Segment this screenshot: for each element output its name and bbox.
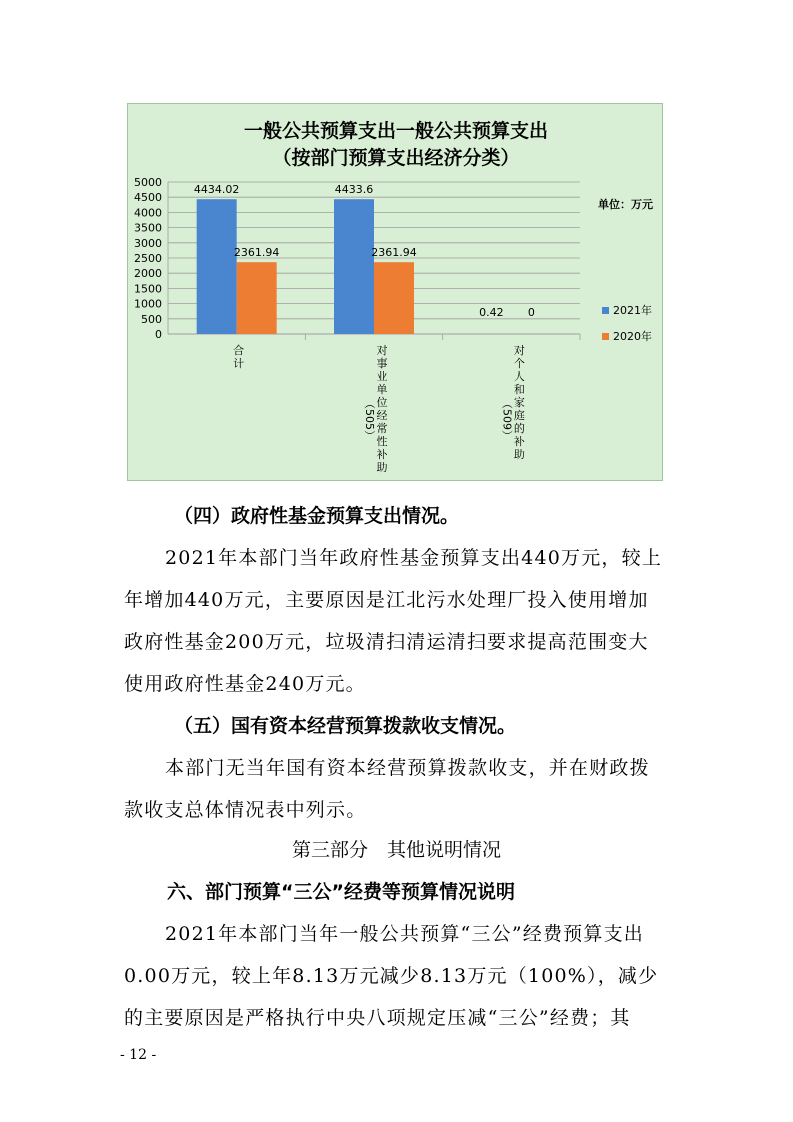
legend-swatch: [602, 307, 609, 314]
unit-label: 单位：万元: [598, 198, 653, 211]
category-label-char: 的: [513, 422, 525, 435]
bar-2020: [374, 262, 414, 334]
paragraph-5-line-1: 本部门无当年国有资本经营预算拨款收支，并在财政拨: [165, 757, 650, 779]
category-label-char: 经: [376, 409, 388, 422]
section-heading-4: （四）政府性基金预算支出情况。: [174, 505, 460, 527]
paragraph-4-line-3: 政府性基金200万元，垃圾清扫清运清扫要求提高范围变大: [124, 631, 649, 653]
category-label-char: 事: [376, 357, 388, 370]
category-label-char: 合: [233, 344, 245, 357]
y-tick-label: 500: [141, 312, 162, 326]
category-code-label: （509）: [500, 398, 514, 441]
data-label: 4434.02: [193, 183, 240, 197]
paragraph-5-line-2: 款收支总体情况表中列示。: [124, 799, 367, 821]
legend-label: 2021年: [613, 304, 652, 317]
bar-2020: [237, 262, 277, 334]
category-label-char: 补: [376, 448, 388, 461]
bar-2021: [334, 199, 374, 334]
y-tick-label: 2000: [134, 267, 162, 281]
paragraph-4-line-1: 2021年本部门当年政府性基金预算支出440万元，较上: [165, 547, 663, 569]
y-tick-label: 0: [155, 328, 162, 341]
y-tick-label: 4000: [134, 206, 162, 220]
chart-subtitle: （按部门预算支出经济分类）: [272, 147, 520, 169]
category-label-char: 性: [376, 435, 388, 448]
y-tick-label: 3000: [134, 236, 162, 250]
data-label: 2361.94: [233, 246, 280, 260]
category-label-char: 常: [376, 422, 388, 435]
chart-container: [127, 103, 663, 481]
category-label-char: 助: [376, 461, 388, 474]
category-label-char: 人: [513, 370, 525, 383]
section-heading-6: 六、部门预算“三公”经费等预算情况说明: [167, 881, 515, 903]
y-tick-label: 5000: [134, 176, 162, 189]
paragraph-6-line-2: 0.00万元，较上年8.13万元减少8.13万元（100%），减少: [124, 965, 659, 987]
category-label-char: 对: [376, 344, 388, 357]
data-label: 2361.94: [371, 246, 417, 260]
category-label-char: 助: [513, 448, 525, 461]
chart-title: 一般公共预算支出一般公共预算支出: [243, 120, 549, 142]
category-label-char: 计: [233, 357, 245, 370]
page-number: - 12 -: [120, 1047, 157, 1063]
y-tick-label: 4500: [134, 191, 162, 205]
category-label-char: 和: [513, 383, 525, 396]
y-tick-label: 2500: [134, 252, 162, 265]
y-tick-label: 1000: [134, 297, 162, 311]
category-code-label: （505）: [363, 398, 376, 441]
category-label-char: 家: [513, 396, 525, 409]
section-heading-5: （五）国有资本经营预算拨款收支情况。: [174, 715, 517, 737]
paragraph-6-line-3: 的主要原因是严格执行中央八项规定压减“三公”经费；其: [124, 1007, 631, 1029]
paragraph-4-line-4: 使用政府性基金240万元。: [124, 673, 366, 695]
category-label-char: 庭: [513, 409, 525, 422]
paragraph-6-line-1: 2021年本部门当年一般公共预算“三公”经费预算支出: [165, 923, 644, 945]
data-label: 0: [527, 306, 535, 319]
category-label-char: 补: [513, 435, 525, 448]
part-three-title: 第三部分 其他说明情况: [291, 839, 501, 861]
data-label: 4433.6: [334, 183, 374, 197]
category-label-char: 对: [513, 344, 525, 357]
y-tick-label: 1500: [134, 282, 162, 296]
bar-2021: [197, 199, 237, 334]
category-label-char: 单: [376, 383, 388, 396]
data-label: 0.42: [479, 306, 504, 319]
category-label-char: 业: [376, 370, 388, 383]
legend-label: 2020年: [613, 330, 652, 343]
y-tick-label: 3500: [134, 221, 162, 235]
paragraph-4-line-2: 年增加440万元，主要原因是江北污水处理厂投入使用增加: [124, 589, 649, 611]
category-label-char: 位: [376, 396, 388, 409]
legend-swatch: [602, 333, 609, 340]
category-label-char: 个: [513, 357, 525, 370]
bar-chart: [128, 104, 664, 482]
